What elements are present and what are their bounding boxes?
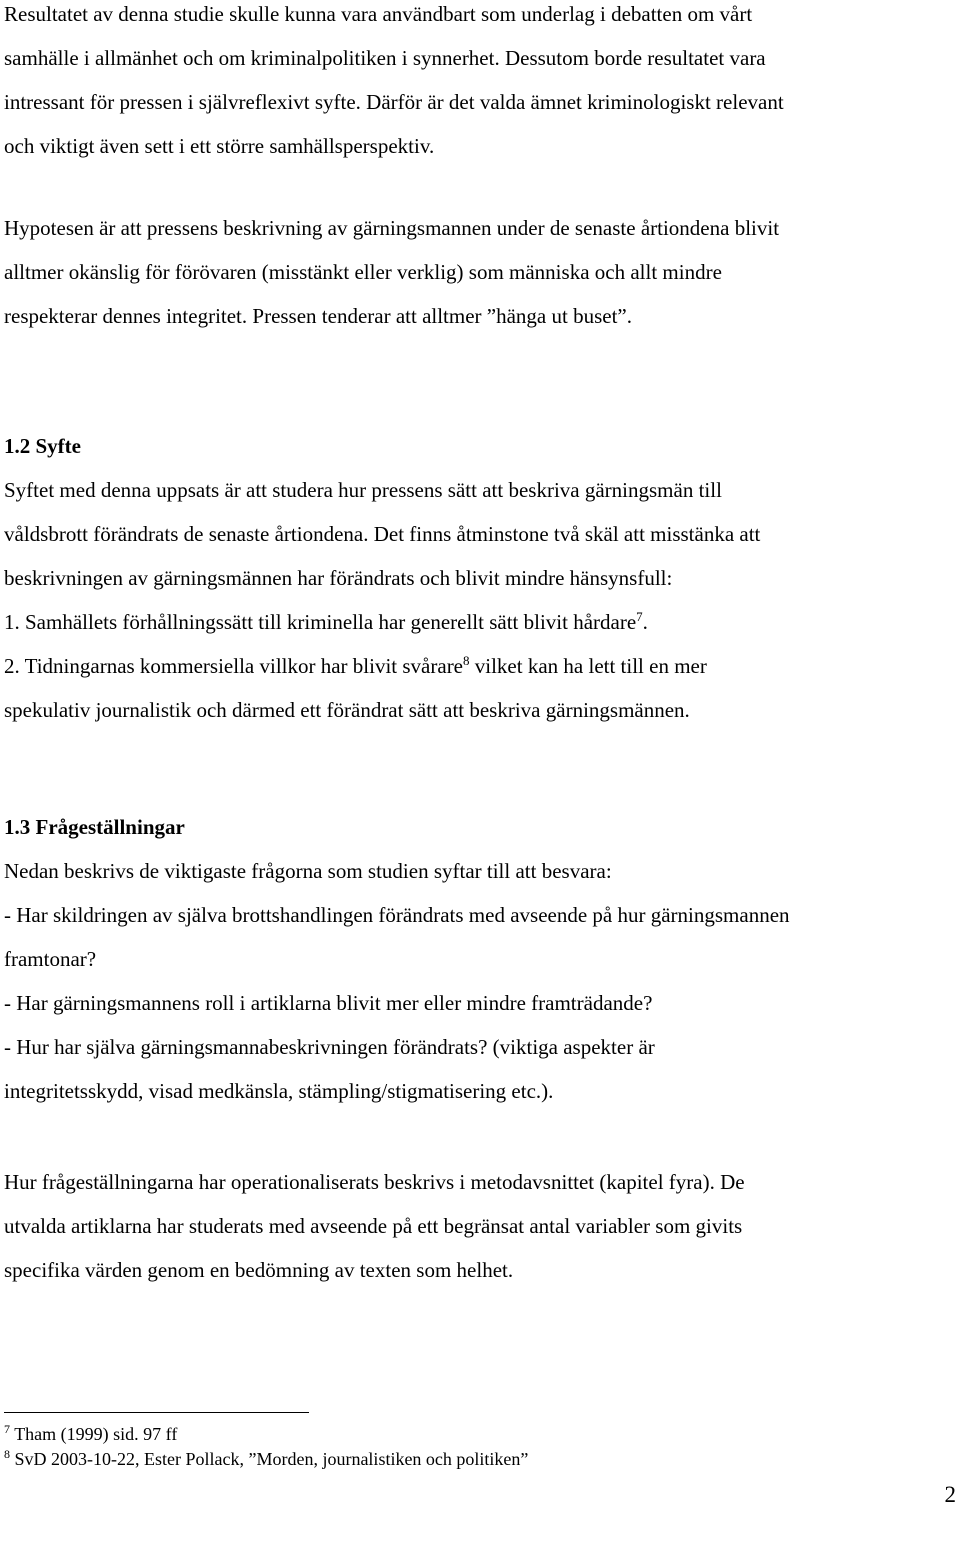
- footnote-number: 7: [4, 1422, 10, 1436]
- reason-1-end: .: [642, 610, 648, 634]
- text-line: - Har gärningsmannens roll i artiklarna blivit mer eller mindre framträdande?: [4, 991, 653, 1015]
- text-line: våldsbrott förändrats de senaste årtiondena. Det finns åtminstone två skäl att misstänka att: [4, 522, 761, 546]
- reason-1-text: 1. Samhällets förhållningssätt till kriminella har generellt sätt blivit hårdare: [4, 610, 637, 634]
- footnote-text: Tham (1999) sid. 97 ff: [14, 1424, 178, 1444]
- reason-2: [4, 644, 760, 688]
- section-syfte: [4, 424, 760, 732]
- text-line: specifika värden genom en bedömning av texten som helhet.: [4, 1258, 514, 1282]
- footnote-ref-7: 7: [636, 609, 643, 624]
- footnote-divider: [4, 1412, 309, 1413]
- page-number: 2: [944, 1482, 956, 1507]
- text-line: integritetsskydd, visad medkänsla, stämpling/stigmatisering etc.).: [4, 1079, 554, 1103]
- footnote-text: SvD 2003-10-22, Ester Pollack, ”Morden, journalistiken och politiken”: [14, 1449, 529, 1469]
- text-line: Nedan beskrivs de viktigaste frågorna som studien syftar till att besvara:: [4, 859, 612, 883]
- text-line: Syftet med denna uppsats är att studera hur pressens sätt att beskriva gärningsmän till: [4, 478, 722, 502]
- reason-2-text: 2. Tidningarnas kommersiella villkor har blivit svårare: [4, 654, 464, 678]
- section-heading: 1.3 Frågeställningar: [4, 815, 185, 839]
- text-line: respekterar dennes integritet. Pressen tenderar att alltmer ”hänga ut buset”.: [4, 304, 632, 328]
- section-heading: 1.2 Syfte: [4, 434, 81, 458]
- text-line: Resultatet av denna studie skulle kunna vara användbart som underlag i debatten om vårt: [4, 2, 753, 26]
- text-line: alltmer okänslig för förövaren (misstänkt eller verklig) som människa och allt mindre: [4, 260, 722, 284]
- reason-2-end: vilket kan ha lett till en mer: [469, 654, 707, 678]
- text-line: och viktigt även sett i ett större samhällsperspektiv.: [4, 134, 435, 158]
- text-line: - Har skildringen av själva brottshandlingen förändrats med avseende på hur gärningsmannen: [4, 903, 790, 927]
- footnote-number: 8: [4, 1447, 10, 1461]
- text-line: Hypotesen är att pressens beskrivning av gärningsmannen under de senaste årtiondena blivit: [4, 216, 780, 240]
- section-fragestallningar: [4, 805, 790, 1113]
- footnote-ref-8: 8: [463, 653, 470, 668]
- reason-1: [4, 600, 760, 644]
- operationalization-paragraph: [4, 1160, 745, 1292]
- text-line: Hur frågeställningarna har operationaliserats beskrivs i metodavsnittet (kapitel fyra). De: [4, 1170, 745, 1194]
- footnote-8: [4, 1447, 528, 1472]
- text-line: intressant för pressen i självreflexivt syfte. Därför är det valda ämnet kriminologiskt relevant: [4, 90, 784, 114]
- text-line: - Hur har själva gärningsmannabeskrivningen förändrats? (viktiga aspekter är: [4, 1035, 655, 1059]
- text-line: utvalda artiklarna har studerats med avseende på ett begränsat antal variabler som givits: [4, 1214, 743, 1238]
- footnotes: [4, 1422, 528, 1472]
- text-line: beskrivningen av gärningsmännen har förändrats och blivit mindre hänsynsfull:: [4, 566, 673, 590]
- text-line: samhälle i allmänhet och om kriminalpolitiken i synnerhet. Dessutom borde resultatet vara: [4, 46, 766, 70]
- footnote-7: [4, 1422, 528, 1447]
- hypothesis-paragraph: [4, 206, 779, 338]
- text-line: framtonar?: [4, 947, 97, 971]
- text-line: spekulativ journalistik och därmed ett förändrat sätt att beskriva gärningsmännen.: [4, 698, 690, 722]
- intro-paragraph: [4, 0, 784, 168]
